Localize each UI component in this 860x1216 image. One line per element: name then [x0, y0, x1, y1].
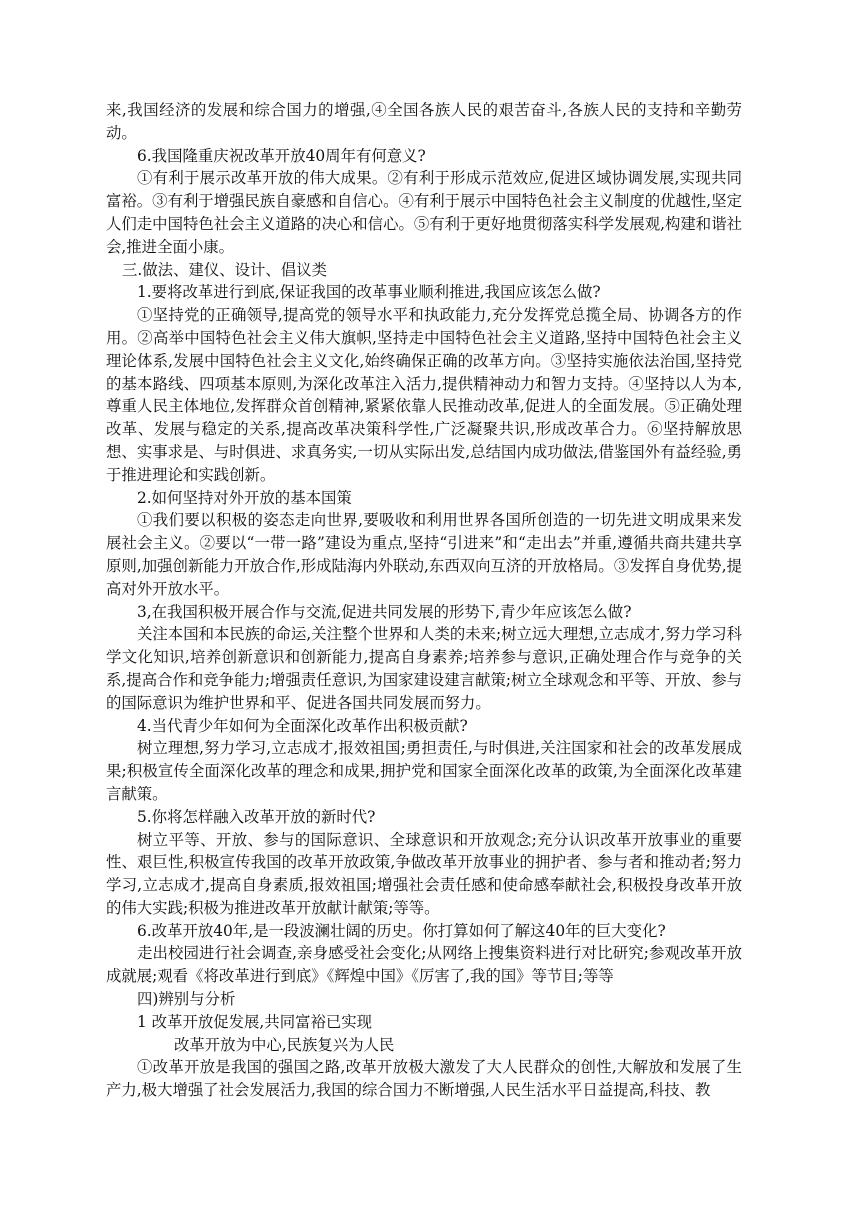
answer-paragraph: ①有利于展示改革开放的伟大成果。②有利于形成示范效应,促进区域协调发展,实现共同富裕。③有利于增强民族自豪感和自信心。④有利于展示中国特色社会主义制度的优越性,坚定人们走中国特色社会主义道路的决心和信心。⑤有利于更好地贯彻落实科学发展观,构建和谐社会,推进全面小康。 — [106, 169, 742, 256]
question-heading: 3,在我国积极开展合作与交流,促进共同发展的形势下,青少年应该怎么做? — [137, 602, 632, 621]
answer-paragraph: 树立理想,努力学习,立志成才,报效祖国;勇担责任,与时俱进,关注国家和社会的改革发展成果;积极宣传全面深化改革的理念和成果,拥护党和国家全面深化改革的政策,为全面深化改革建言献策。 — [106, 739, 742, 803]
question-heading: 2.如何坚持对外开放的基本国策 — [137, 488, 352, 507]
section-heading: 三.做法、建仪、设计、倡议类 — [122, 260, 327, 279]
section-heading: 四)辨别与分析 — [137, 990, 236, 1009]
answer-paragraph: ①改革开放是我国的强国之路,改革开放极大激发了大人民群众的创性,大解放和发展了生产力,极大增强了社会发展活力,我国的综合国力不断增强,人民生活水平日益提高,科技、教 — [106, 1058, 742, 1100]
question-heading: 1.要将改革进行到底,保证我国的改革事业顺利推进,我国应该怎么做? — [137, 283, 601, 302]
statement-line: 改革开放为中心,民族复兴为人民 — [174, 1035, 395, 1054]
answer-paragraph: 走出校园进行社会调查,亲身感受社会变化;从网络上搜集资料进行对比研究;参观改革开放成就展;观看《将改革进行到底》《辉煌中国》《厉害了,我的国》等节目;等等 — [106, 944, 742, 986]
answer-paragraph: ①坚持党的正确领导,提高党的领导水平和执政能力,充分发挥党总揽全局、协调各方的作用。②高举中国特色社会主义伟大旗帜,坚持走中国特色社会主义道路,坚持中国特色社会主义理论体系,发展中国特色社会主义文化,始终确保正确的改革方向。③坚持实施依法治国,坚持党的基本路线、四项基本原则,为深化改革注入活力,提供精神动力和智力支持。④坚持以人为本,尊重人民主体地位,发挥群众首创精神,紧紧依靠人民推动改革,促进人的全面发展。⑤正确处理改革、发展与稳定的关系,提高改革决策科学性,广泛凝聚共识,形成改革合力。⑥坚持解放思想、实事求是、与时俱进、求真务实,一切从实际出发,总结国内成功做法,借鉴国外有益经验,勇于推进理论和实践创新。 — [106, 306, 742, 484]
answer-paragraph: 树立平等、开放、参与的国际意识、全球意识和开放观念;充分认识改革开放事业的重要性、艰巨性,积极宣传我国的改革开放政策,争做改革开放事业的拥护者、参与者和推动者;努力学习,立志成才,提高自身素质,报效祖国;增强社会责任感和使命感奉献社会,积极投身改革开放的伟大实践;积极为推进改革开放献计献策;等等。 — [106, 830, 742, 917]
document-body — [106, 99, 742, 1102]
answer-paragraph: 关注本国和本民族的命运,关注整个世界和人类的未来;树立远大理想,立志成才,努力学习科学文化知识,培养创新意识和创新能力,提高自身素养;培养参与意识,正确处理合作与竞争的关系,提高合作和竞争能力;增强责任意识,为国家建设建言献策;树立全球观念和平等、开放、参与的国际意识为维护世界和平、促进各国共同发展而努力。 — [106, 625, 742, 712]
answer-paragraph: ①我们要以积极的姿态走向世界,要吸收和利用世界各国所创造的一切先进文明成果来发展社会主义。②要以“一带一路”建设为重点,坚持“引进来”和“走出去”并重,遵循共商共建共享原则,加强创新能力开放合作,形成陆海内外联动,东西双向互济的开放格局。③发挥自身优势,提高对外开放水平。 — [106, 511, 742, 598]
paragraph-continuation: 来,我国经济的发展和综合国力的增强,④全国各族人民的艰苦奋斗,各族人民的支持和辛勤劳动。 — [106, 101, 742, 142]
question-heading: 4.当代青少年如何为全面深化改革作出积极贡献? — [137, 716, 468, 735]
question-heading: 6.改革开放40年,是一段波澜壮阔的历史。你打算如何了解这40年的巨大变化? — [137, 921, 666, 940]
question-heading: 5.你将怎样融入改革开放的新时代? — [137, 807, 376, 826]
question-heading: 6.我国隆重庆祝改革开放40周年有何意义? — [137, 146, 426, 165]
statement-line: 1 改革开放促发展,共同富裕已实现 — [137, 1012, 373, 1031]
